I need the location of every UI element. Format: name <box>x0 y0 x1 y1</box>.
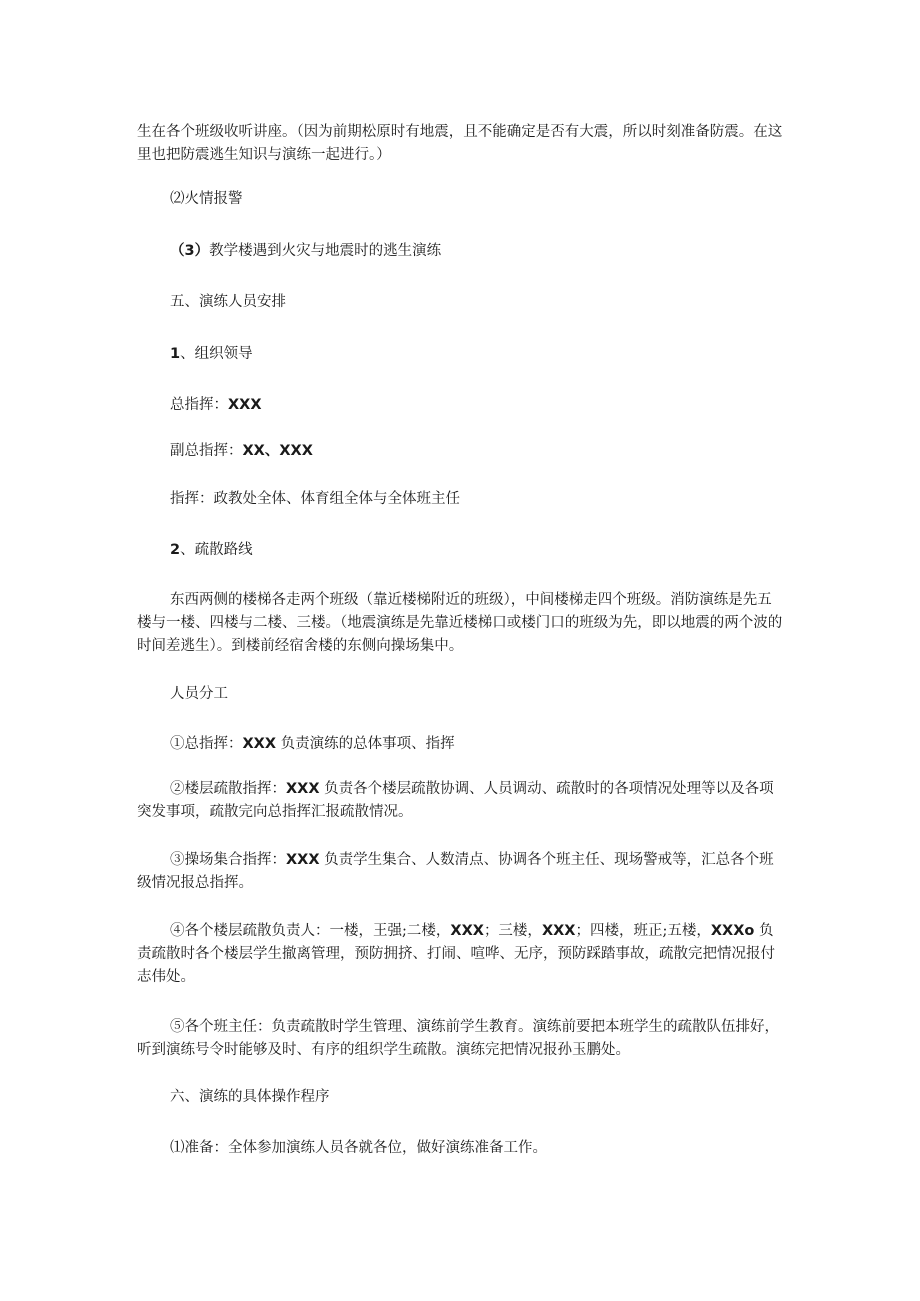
paragraph-route-detail <box>137 589 785 658</box>
role-text: 负责各个楼层疏散协调、人员调动、疏散时的各项情况处理等以及各项突发事项，疏散完向总指挥汇报疏散情况。 <box>137 781 774 820</box>
item-number: （3） <box>170 243 210 259</box>
role-label: ③操场集合指挥： <box>170 852 286 868</box>
subheading-division <box>170 683 790 706</box>
role-text: ④各个楼层疏散负责人：一楼，王强;二楼， <box>170 923 451 939</box>
item-text: 教学楼遇到火灾与地震时的逃生演练 <box>209 243 442 259</box>
subheading-number: 2 <box>170 542 181 558</box>
role-text: ⑤各个班主任：负责疏散时学生管理、演练前学生教育。演练前要把本班学生的疏散队伍排好，听到演练号令时能够及时、有序的组织学生疏散。演练完把情况报孙玉鹏处。 <box>137 1019 779 1058</box>
subheading-route <box>170 539 790 562</box>
line-deputy-commander <box>170 440 790 463</box>
item-text: ⑵火情报警 <box>170 191 243 207</box>
paragraph-text: 东西两侧的楼梯各走两个班级（靠近楼梯附近的班级），中间楼梯走四个班级。消防演练是先五楼与一楼、四楼与二楼、三楼。（地震演练是先靠近楼梯口或楼门口的班级为先，即以地震的两个波的时间差逃生）。到楼前经宿舍楼的东侧向操场集中。 <box>137 592 783 654</box>
role-text: 负责疏散时各个楼层学生撤离管理，预防拥挤、打闹、喧哗、无序，预防踩踏事故，疏散完把情况报付志伟处。 <box>137 923 775 985</box>
line-commander <box>170 394 790 417</box>
section-heading-personnel <box>170 291 790 314</box>
role-text: ；四楼，班正;五楼， <box>575 923 711 939</box>
role-floor-leaders <box>137 920 785 989</box>
role-name: XXX <box>286 852 320 868</box>
role-label: ①总指挥： <box>170 736 243 752</box>
section-heading-procedure <box>170 1086 790 1109</box>
subheading-text: 、组织领导 <box>180 346 253 362</box>
role-floor-director <box>137 778 785 824</box>
item-evacuation-drill <box>170 240 790 263</box>
item-fire-alarm <box>170 188 790 211</box>
role-name: XXX <box>450 923 484 939</box>
subheading-text: 、疏散路线 <box>180 542 253 558</box>
role-name: XXX <box>242 736 277 752</box>
line-directors <box>170 488 790 511</box>
line-value: XX、XXX <box>242 443 313 459</box>
role-assembly-director <box>137 849 785 895</box>
heading-text: 六、演练的具体操作程序 <box>170 1089 330 1105</box>
item-preparation <box>170 1137 790 1160</box>
line-label: 副总指挥： <box>170 443 243 459</box>
subheading-text: 人员分工 <box>170 686 228 702</box>
role-name: XXXo <box>710 923 755 939</box>
role-class-teachers <box>137 1016 785 1062</box>
paragraph-text: 生在各个班级收听讲座。（因为前期松原时有地震，且不能确定是否有大震，所以时刻准备防震。在这里也把防震逃生知识与演练一起进行。） <box>137 124 783 163</box>
subheading-number: 1 <box>170 346 181 362</box>
paragraph-lecture-note <box>137 121 785 167</box>
role-text: 负责学生集合、人数清点、协调各个班主任、现场警戒等，汇总各个班级情况报总指挥。 <box>137 852 774 891</box>
role-name: XXX <box>541 923 576 939</box>
role-commander <box>170 733 790 756</box>
line-text: 指挥：政教处全体、体育组全体与全体班主任 <box>170 491 460 507</box>
role-name: XXX <box>286 781 320 797</box>
subheading-organization <box>170 343 790 366</box>
line-label: 总指挥： <box>170 397 228 413</box>
item-text: ⑴准备：全体参加演练人员各就各位，做好演练准备工作。 <box>170 1140 547 1156</box>
role-text: 负责演练的总体事项、指挥 <box>280 736 455 752</box>
line-value: XXX <box>228 397 262 413</box>
role-text: ；三楼， <box>483 923 542 939</box>
heading-text: 五、演练人员安排 <box>170 294 286 310</box>
role-label: ②楼层疏散指挥： <box>170 781 286 797</box>
